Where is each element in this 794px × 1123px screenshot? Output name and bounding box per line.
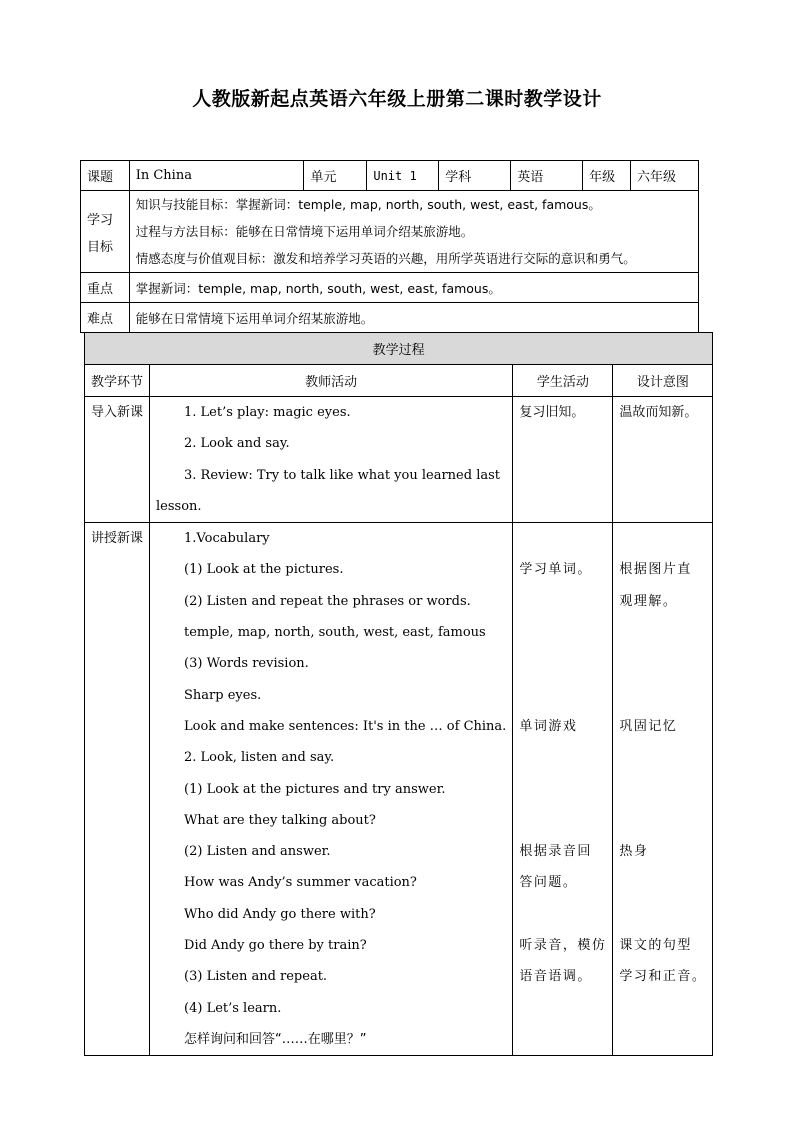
column-header: 设计意图 xyxy=(613,365,713,397)
teacher-line: (2) Listen and answer. xyxy=(184,844,331,860)
intro-intent xyxy=(613,397,713,523)
goal-item: 知识与技能目标：掌握新词：temple, map, north, south, west, east, famous。 xyxy=(135,197,601,212)
student-line xyxy=(519,523,606,554)
intro-teacher xyxy=(150,397,513,523)
intent-line: 观理解。 xyxy=(619,593,678,609)
goals-row xyxy=(81,191,699,273)
student-line: 单词游戏 xyxy=(519,718,578,734)
lesson-value: In China xyxy=(129,161,304,191)
intent-line: 学习和正音。 xyxy=(619,969,707,985)
intro-row xyxy=(85,397,713,523)
stage-label: 讲授新课 xyxy=(91,531,144,547)
difficulty-row xyxy=(81,303,699,333)
teacher-line: (2) Listen and repeat the phrases or words. xyxy=(184,593,471,609)
teacher-line: What are they talking about? xyxy=(184,812,376,828)
teacher-line: (3) Listen and repeat. xyxy=(184,969,328,985)
lesson-info-table xyxy=(80,160,699,333)
new-stage xyxy=(85,523,150,1056)
unit-label: 单元 xyxy=(304,161,367,191)
teacher-line: (1) Look at the pictures and try answer. xyxy=(184,781,446,797)
student-line xyxy=(519,680,606,711)
grade-value: 六年级 xyxy=(631,161,699,191)
intent-line xyxy=(619,774,706,805)
intent-line: 巩固记忆 xyxy=(619,718,678,734)
intro-student xyxy=(513,397,613,523)
column-header-row xyxy=(85,365,713,397)
column-header: 教学环节 xyxy=(85,365,150,397)
teacher-line: How was Andy’s summer vacation? xyxy=(184,875,417,891)
student-line xyxy=(519,899,606,930)
intent-line: 课文的句型 xyxy=(619,938,692,954)
document-title: 人教版新起点英语六年级上册第二课时教学设计 xyxy=(192,88,602,110)
goal-item: 情感态度与价值观目标：激发和培养学习英语的兴趣，用所学英语进行交际的意识和勇气。 xyxy=(135,251,636,266)
goals-label xyxy=(81,191,130,273)
goals-label-line-1: 学习 xyxy=(87,212,114,228)
student-line xyxy=(519,805,606,836)
teacher-line: Who did Andy go there with? xyxy=(184,906,376,922)
goal-item: 过程与方法目标：能够在日常情境下运用单词介绍某旅游地。 xyxy=(135,224,474,239)
teacher-line: (3) Words revision. xyxy=(184,656,309,672)
key-label: 重点 xyxy=(81,273,130,303)
intent-line xyxy=(619,805,706,836)
intent-line xyxy=(619,648,706,679)
process-table xyxy=(84,332,713,1056)
student-line: 答问题。 xyxy=(519,875,578,891)
intent-line: 温故而知新。 xyxy=(619,405,698,420)
student-line xyxy=(519,617,606,648)
process-header: 教学过程 xyxy=(85,333,713,365)
teacher-line: Did Andy go there by train? xyxy=(184,938,367,954)
teacher-line: lesson. xyxy=(156,498,202,514)
key-value: 掌握新词：temple, map, north, south, west, east, famous。 xyxy=(129,273,698,303)
new-lesson-row xyxy=(85,523,713,1056)
student-line: 语音语调。 xyxy=(519,969,592,985)
student-line xyxy=(519,742,606,773)
column-header: 学生活动 xyxy=(513,365,613,397)
difficulty-value: 能够在日常情境下运用单词介绍某旅游地。 xyxy=(129,303,698,333)
intent-line xyxy=(619,680,706,711)
lesson-row xyxy=(81,161,699,191)
subject-value: 英语 xyxy=(511,161,583,191)
teacher-line: 1. Let’s play: magic eyes. xyxy=(184,405,351,420)
teacher-line: 3. Review: Try to talk like what you learned last xyxy=(184,467,500,483)
student-line: 根据录音回 xyxy=(519,844,592,860)
stage-label: 导入新课 xyxy=(91,405,144,420)
intent-line xyxy=(619,867,706,898)
intent-line xyxy=(619,617,706,648)
student-line: 听录音，模仿 xyxy=(519,938,607,954)
intent-line xyxy=(619,742,706,773)
difficulty-label: 难点 xyxy=(81,303,130,333)
teacher-line: 1.Vocabulary xyxy=(184,531,270,547)
lesson-label: 课题 xyxy=(81,161,130,191)
intent-line: 热身 xyxy=(619,844,649,860)
teacher-line: Look and make sentences: It's in the … of China. xyxy=(184,718,507,734)
intent-line xyxy=(619,899,706,930)
teacher-line: 2. Look and say. xyxy=(184,436,290,452)
intro-stage xyxy=(85,397,150,523)
intent-line xyxy=(619,523,706,554)
key-row xyxy=(81,273,699,303)
column-header: 教师活动 xyxy=(150,365,513,397)
student-line: 复习旧知。 xyxy=(519,405,585,420)
new-intent xyxy=(613,523,713,1056)
subject-label: 学科 xyxy=(439,161,511,191)
intent-line: 根据图片直 xyxy=(619,562,692,578)
unit-value: Unit 1 xyxy=(367,161,439,191)
student-line: 学习单词。 xyxy=(519,562,592,578)
teacher-line: (1) Look at the pictures. xyxy=(184,562,344,578)
teacher-line: temple, map, north, south, west, east, famous xyxy=(184,625,486,641)
new-teacher xyxy=(150,523,513,1056)
teacher-line: Sharp eyes. xyxy=(184,687,262,703)
student-line xyxy=(519,774,606,805)
goals-label-line-2: 目标 xyxy=(87,239,114,255)
teacher-line: (4) Let’s learn. xyxy=(184,1000,282,1016)
student-line xyxy=(519,648,606,679)
teacher-line: 2. Look, listen and say. xyxy=(184,750,335,766)
grade-label: 年级 xyxy=(583,161,631,191)
new-student xyxy=(513,523,613,1056)
goals-list xyxy=(129,191,698,273)
student-line xyxy=(519,586,606,617)
teacher-line: 怎样询问和回答“……在哪里？” xyxy=(184,1031,367,1047)
